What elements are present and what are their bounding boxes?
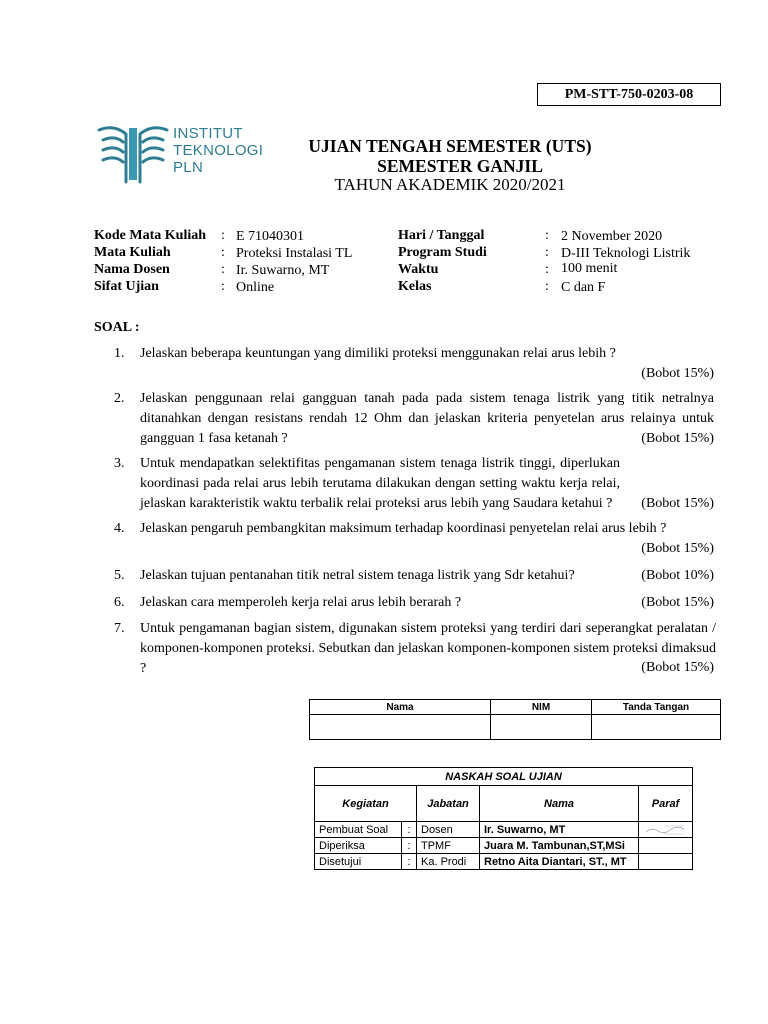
info-value: Ir. Suwarno, MT <box>236 263 330 278</box>
info-value: Online <box>236 280 275 295</box>
paraf-cell <box>639 854 693 870</box>
colon: : <box>545 262 549 277</box>
approval-table-title: NASKAH SOAL UJIAN <box>315 768 693 786</box>
question-number: 7. <box>114 621 125 636</box>
paraf-cell <box>639 822 693 838</box>
question-weight: (Bobot 15%) <box>641 431 714 446</box>
info-label: Program Studi <box>398 245 487 260</box>
question-weight: (Bobot 10%) <box>641 568 714 583</box>
info-value: 2 November 2020 <box>561 229 663 244</box>
activity-cell: Disetujui <box>315 854 402 870</box>
position-cell: TPMF <box>417 838 480 854</box>
position-cell: Dosen <box>417 822 480 838</box>
logo-line-1: INSTITUT <box>173 125 243 142</box>
column-header: Jabatan <box>417 786 480 822</box>
question-weight: (Bobot 15%) <box>641 496 714 511</box>
colon: : <box>545 228 549 243</box>
semester-title: SEMESTER GANJIL <box>377 156 543 176</box>
table-row <box>315 822 693 838</box>
colon: : <box>545 279 549 294</box>
question-number: 5. <box>114 568 125 583</box>
colon: : <box>402 822 417 838</box>
question-text: Untuk pengamanan bagian sistem, digunakan sistem proteksi yang terdiri dari seperangkat peralatan / komponen-komponen proteksi. Sebutkan dan jelaskan komponen-komponen sistem proteksi dimaksud ? <box>140 621 716 676</box>
document-code: PM-STT-750-0203-08 <box>537 83 721 106</box>
info-label: Kelas <box>398 279 432 294</box>
column-header: Nama <box>310 700 491 715</box>
signature-scribble-icon <box>644 824 688 836</box>
name-cell: Juara M. Tambunan,ST,MSi <box>480 838 639 854</box>
info-value: Proteksi Instalasi TL <box>236 246 353 261</box>
question-weight: (Bobot 15%) <box>641 660 714 675</box>
info-label: Waktu <box>398 262 439 277</box>
info-label: Sifat Ujian <box>94 279 159 294</box>
column-header: Paraf <box>639 786 693 822</box>
questions-heading: SOAL : <box>94 320 140 335</box>
question-text: Jelaskan cara memperoleh kerja relai arus lebih berarah ? <box>140 595 462 610</box>
column-header: Nama <box>480 786 639 822</box>
info-label: Hari / Tanggal <box>398 228 485 243</box>
info-value: E 71040301 <box>236 229 305 244</box>
question-text: Jelaskan tujuan pentanahan titik netral sistem tenaga listrik yang Sdr ketahui? <box>140 568 575 583</box>
question-number: 4. <box>114 521 125 536</box>
name-cell: Ir. Suwarno, MT <box>480 822 639 838</box>
name-field[interactable] <box>310 715 491 740</box>
question-weight: (Bobot 15%) <box>641 595 714 610</box>
table-row <box>315 838 693 854</box>
nim-field[interactable] <box>491 715 592 740</box>
question-number: 2. <box>114 391 125 406</box>
logo-mark-icon <box>96 122 170 186</box>
logo-line-2: TEKNOLOGI <box>173 142 264 159</box>
column-header: Tanda Tangan <box>592 700 721 715</box>
question-text: Untuk mendapatkan selektifitas pengamanan sistem tenaga listrik tinggi, diperlukan koordinasi pada relai arus lebih terutama dilakukan dengan setting waktu kerja relai, jelaskan karakteristik waktu terbalik relai proteksi arus lebih yang Saudara ketahui ? <box>140 456 620 511</box>
info-label: Mata Kuliah <box>94 245 171 260</box>
info-label: Nama Dosen <box>94 262 170 277</box>
position-cell: Ka. Prodi <box>417 854 480 870</box>
colon: : <box>221 279 225 294</box>
info-value: C dan F <box>561 280 606 295</box>
colon: : <box>221 228 225 243</box>
exam-title: UJIAN TENGAH SEMESTER (UTS) <box>308 136 592 156</box>
question-weight: (Bobot 15%) <box>641 366 714 381</box>
info-label: Kode Mata Kuliah <box>94 228 207 243</box>
logo-line-3: PLN <box>173 159 204 176</box>
question-text: Jelaskan beberapa keuntungan yang dimiliki proteksi menggunakan relai arus lebih ? <box>140 346 616 361</box>
activity-cell: Pembuat Soal <box>315 822 402 838</box>
question-weight: (Bobot 15%) <box>641 541 714 556</box>
info-value: D-III Teknologi Listrik <box>561 246 691 261</box>
question-number: 3. <box>114 456 125 471</box>
colon: : <box>545 245 549 260</box>
student-signature-table <box>309 699 721 740</box>
colon: : <box>402 838 417 854</box>
question-text: Jelaskan penggunaan relai gangguan tanah pada pada sistem tenaga listrik yang titik netralnya ditanahkan dengan resistans rendah 12 Ohm dan jelaskan kriteria penyetelan arus relainya untuk gangguan 1 fasa ketanah ? <box>140 391 714 446</box>
column-header: NIM <box>491 700 592 715</box>
table-row <box>315 854 693 870</box>
paraf-cell <box>639 838 693 854</box>
name-cell: Retno Aita Diantari, ST., MT <box>480 854 639 870</box>
exam-approval-table <box>314 767 693 870</box>
question-number: 6. <box>114 595 125 610</box>
academic-year: TAHUN AKADEMIK 2020/2021 <box>334 175 566 194</box>
question-text: Jelaskan pengaruh pembangkitan maksimum terhadap koordinasi penyetelan relai arus lebih ? <box>140 521 667 536</box>
colon: : <box>221 262 225 277</box>
colon: : <box>221 245 225 260</box>
activity-cell: Diperiksa <box>315 838 402 854</box>
info-value: 100 menit <box>561 261 618 276</box>
column-header: Kegiatan <box>315 786 417 822</box>
signature-field[interactable] <box>592 715 721 740</box>
colon: : <box>402 854 417 870</box>
question-number: 1. <box>114 346 125 361</box>
